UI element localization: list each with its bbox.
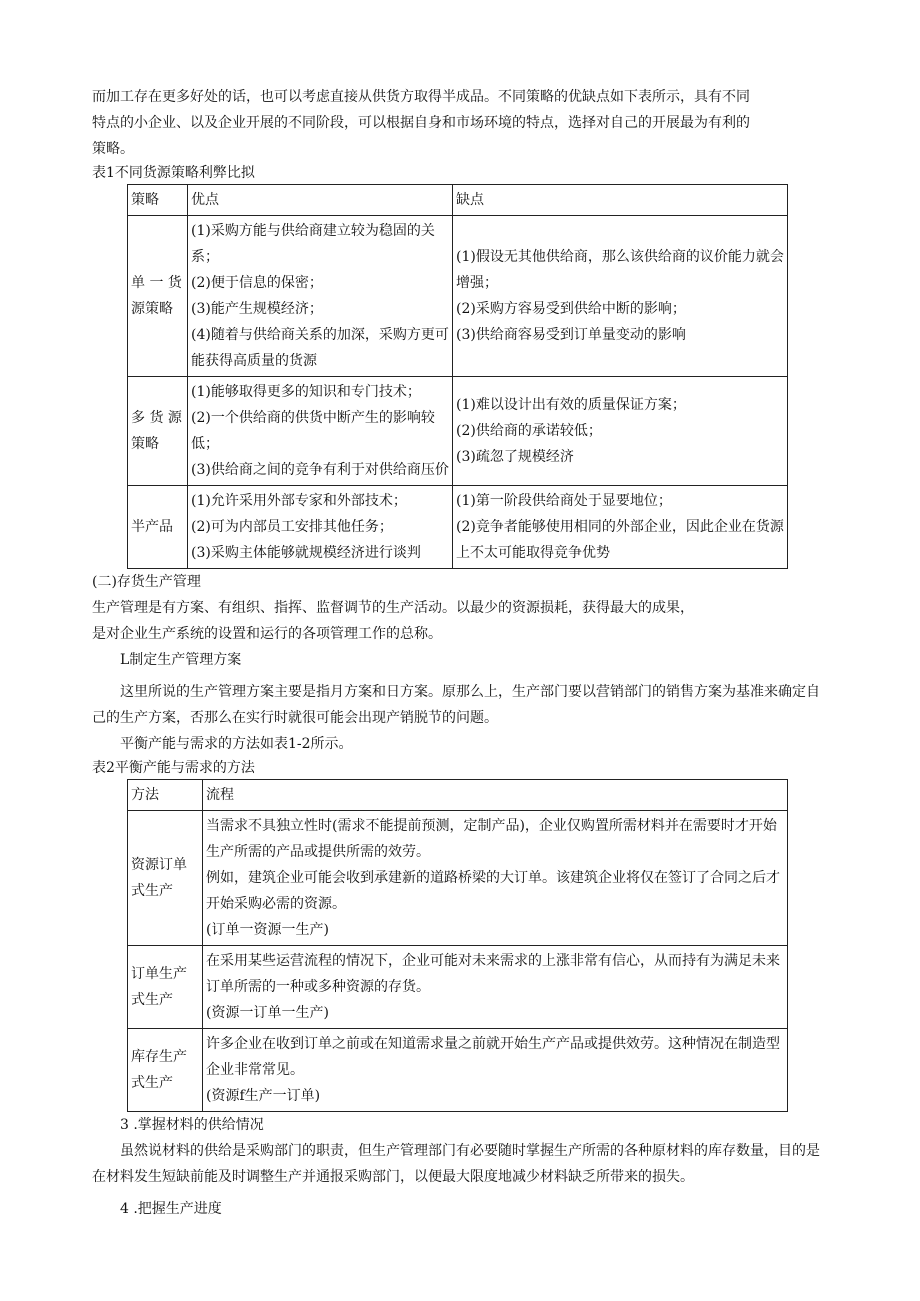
table-row [128,1029,788,1112]
table2-caption: 表2平衡产能与需求的方法 [92,760,255,776]
cons-item: (2)供给商的承诺较低； [456,423,602,439]
header-cell: 缺点 [453,185,788,216]
flow-item: (订单一资源一生产) [206,922,329,938]
intro-line: 特点的小企业、以及企业开展的不同阶段，可以根据自身和市场环境的特点，选择对自己的开展最为有利的 [92,115,750,131]
strategy-cell: 多 货 源策略 [128,377,188,486]
section-heading: (二)存货生产管理 [92,574,201,590]
flow-cell [203,1029,788,1112]
flow-item: 当需求不具独立性时(需求不能提前预测，定制产品)，企业仅购置所需材料并在需要时才开始生产所需的产品或提供所需的效劳。 [206,818,777,860]
table-row [128,811,788,946]
method-cell: 订单生产式生产 [128,946,203,1029]
table-header-row [128,780,788,811]
body-paragraph: 平衡产能与需求的方法如表1-2所示。 [120,736,353,752]
document-page [92,84,827,1222]
flow-item: (资源一订单一生产) [206,1005,329,1021]
cons-item: (1)假设无其他供给商，那么该供给商的议价能力就会增强； [456,249,784,291]
section-heading: 3 .掌握材料的供给情况 [120,1117,264,1133]
intro-line: 策略。 [92,141,134,157]
pros-item: (2)一个供给商的供货中断产生的影响较低； [191,410,435,452]
cons-item: (2)竞争者能够使用相同的外部企业，因此企业在货源上不太可能取得竞争优势 [456,519,784,561]
pros-item: (1)允许采用外部专家和外部技术； [191,493,407,509]
table-capacity-methods [127,779,788,1112]
flow-cell [203,946,788,1029]
flow-item: (资源f生产一订单) [206,1088,321,1104]
section-heading: 4 .把握生产进度 [120,1201,222,1217]
cons-item: (1)难以设计出有效的质量保证方案； [456,397,686,413]
header-cell: 策略 [128,185,188,216]
cons-item: (3)供给商容易受到订单量变动的影响 [456,327,686,343]
intro-line: 而加工存在更多好处的话，也可以考虑直接从供货方取得半成品。不同策略的优缺点如下表所示，具有不同 [92,89,750,105]
body-line: 是对企业生产系统的设置和运行的各项管理工作的总称。 [92,626,442,642]
table-row [128,377,788,486]
table1-caption: 表1不同货源策略利弊比拟 [92,165,255,181]
pros-item: (2)便于信息的保密； [191,275,323,291]
strategy-cell: 单 一 货源策略 [128,216,188,377]
table-row [128,946,788,1029]
pros-item: (2)可为内部员工安排其他任务； [191,519,393,535]
flow-item: 在采用某些运营流程的情况下，企业可能对未来需求的上涨非常有信心，从而持有为满足未来订单所需的一种或多种资源的存货。 [206,953,780,995]
table-sourcing-strategies [127,184,788,569]
cons-item: (1)第一阶段供给商处于显要地位； [456,493,672,509]
pros-item: (3)供给商之间的竞争有利于对供给商压价 [191,462,449,478]
pros-item: (3)能产生规模经济； [191,301,323,317]
pros-item: (1)能够取得更多的知识和专门技术； [191,384,421,400]
strategy-cell: 半产品 [128,486,188,569]
flow-item: 例如，建筑企业可能会收到承建新的道路桥梁的大订单。该建筑企业将仅在签订了合同之后才开始采购必需的资源。 [206,870,780,912]
method-cell: 库存生产式生产 [128,1029,203,1112]
cons-cell [453,486,788,569]
subsection-heading: L制定生产管理方案 [120,652,242,668]
table-header-row [128,185,788,216]
pros-item: (3)采购主体能够就规模经济进行谈判 [191,545,421,561]
body-paragraph: 这里所说的生产管理方案主要是指月方案和日方案。原那么上，生产部门要以营销部门的销售方案为基准来确定自己的生产方案，否那么在实行时就很可能会出现产销脱节的问题。 [92,684,820,726]
body-paragraph: 虽然说材料的供给是采购部门的职责，但生产管理部门有必要随时掌握生产所需的各种原材料的库存数量，目的是在材料发生短缺前能及时调整生产并通报采购部门，以便最大限度地减少材料缺乏所带来的损失。 [92,1143,820,1185]
flow-item: 许多企业在收到订单之前或在知道需求量之前就开始生产产品或提供效劳。这种情况在制造型企业非常常见。 [206,1036,780,1078]
header-cell: 优点 [188,185,453,216]
intro-paragraph [92,84,827,162]
cons-item: (2)采购方容易受到供给中断的影响； [456,301,686,317]
pros-cell [188,377,453,486]
pros-item: (4)随着与供给商关系的加深，采购方更可能获得高质量的货源 [191,327,449,369]
header-cell: 方法 [128,780,203,811]
pros-cell [188,216,453,377]
body-line: 生产管理是有方案、有组织、指挥、监督调节的生产活动。以最少的资源损耗，获得最大的成果， [92,600,694,616]
pros-cell [188,486,453,569]
header-cell: 流程 [203,780,788,811]
method-cell: 资源订单式生产 [128,811,203,946]
cons-item: (3)疏忽了规模经济 [456,449,574,465]
cons-cell [453,216,788,377]
table-row [128,486,788,569]
pros-item: (1)采购方能与供给商建立较为稳固的关系； [191,223,435,265]
flow-cell [203,811,788,946]
table-row [128,216,788,377]
cons-cell [453,377,788,486]
